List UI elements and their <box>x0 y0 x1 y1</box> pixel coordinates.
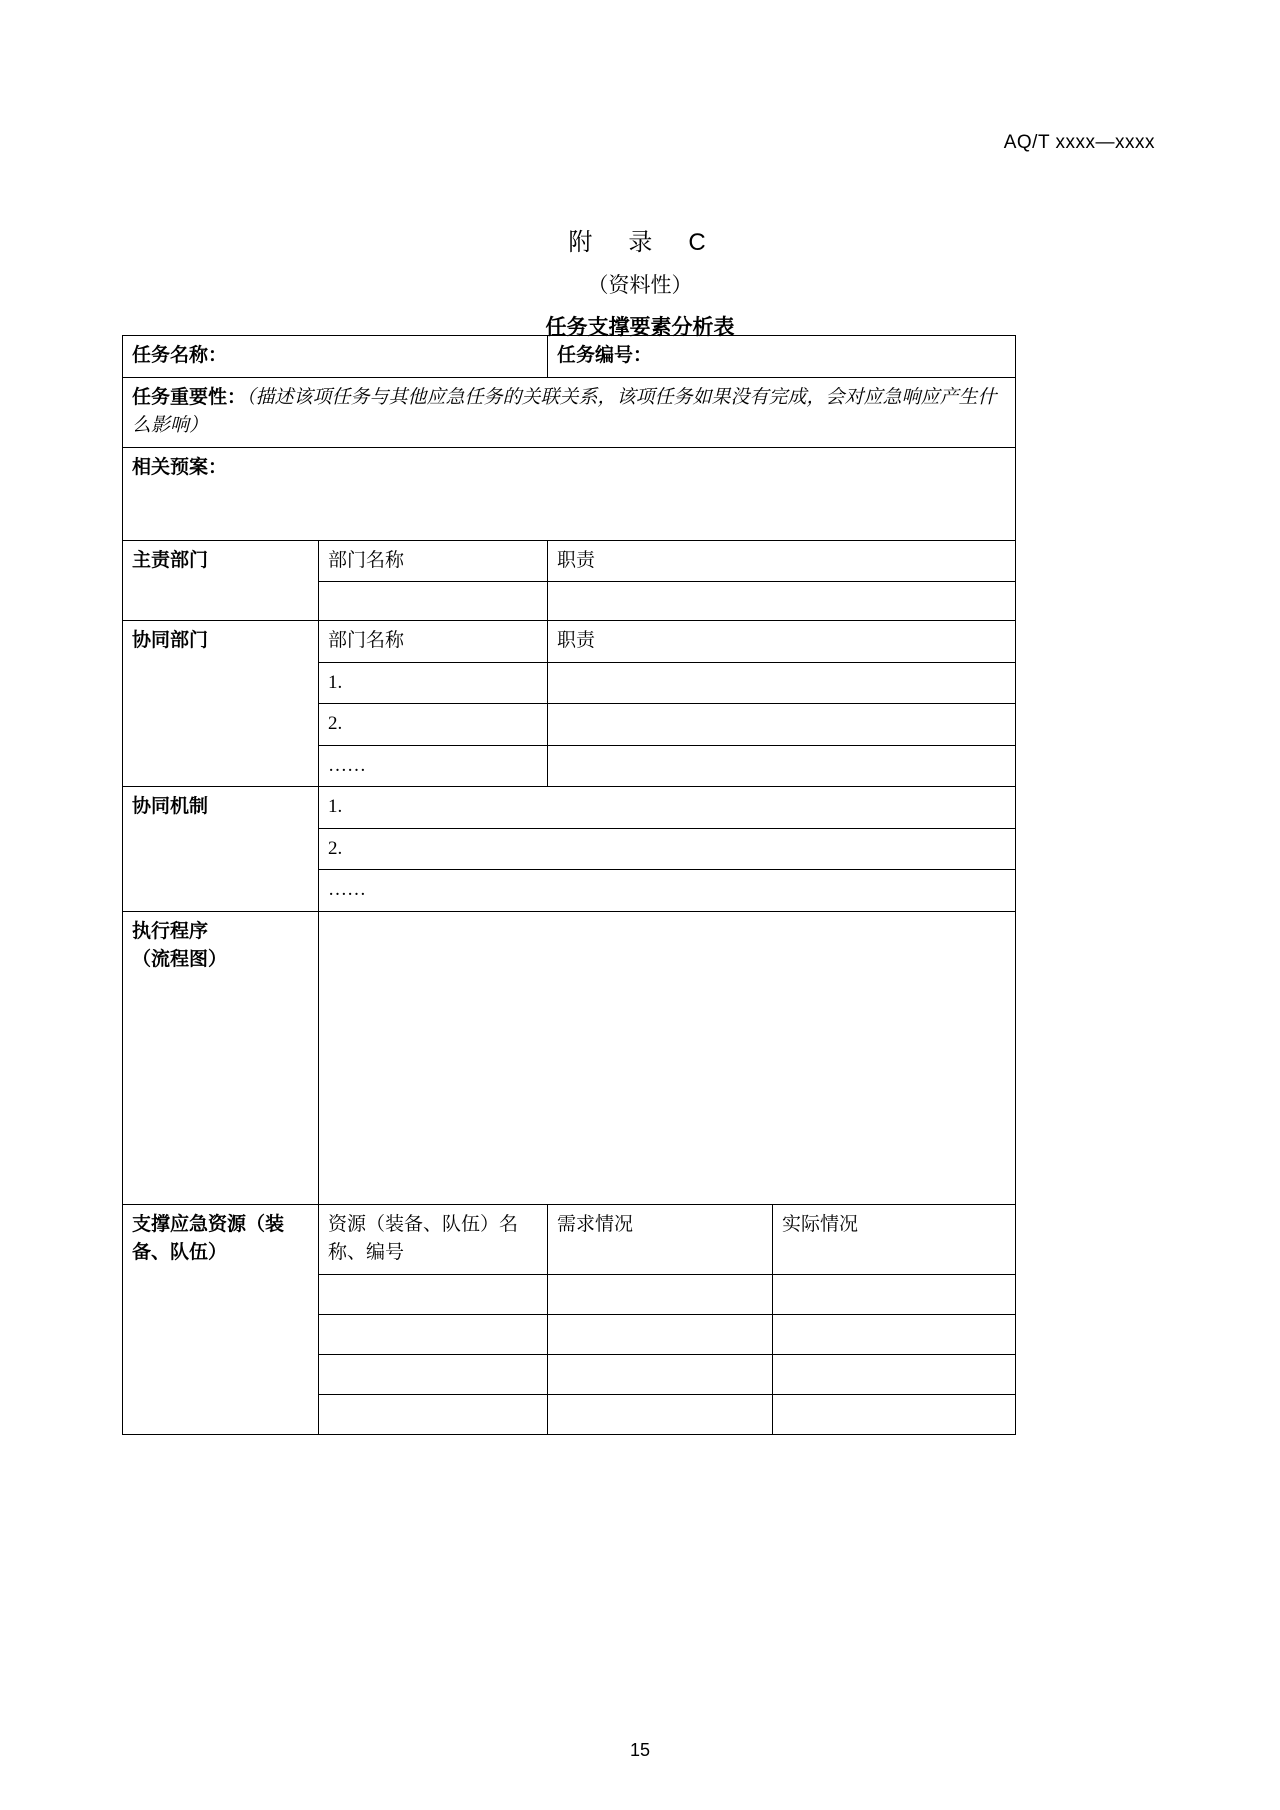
resource-demand-input[interactable] <box>548 1394 773 1434</box>
task-number-label: 任务编号： <box>548 336 1016 378</box>
main-dept-col-name: 部门名称 <box>319 540 548 582</box>
coop-dept-duty-3[interactable] <box>548 745 1016 787</box>
resource-name-input[interactable] <box>319 1274 548 1314</box>
procedure-label-line2: （流程图） <box>132 949 228 970</box>
appendix-title: 附 录 C <box>568 229 712 256</box>
coop-mechanism-item-2[interactable]: 2. <box>319 828 1016 870</box>
resource-label-line1: 支撑应急资源（装 <box>132 1213 285 1235</box>
procedure-label-line1: 执行程序 <box>132 920 209 942</box>
resource-label-line2: 备、队伍） <box>132 1242 228 1263</box>
resource-actual-input[interactable] <box>773 1354 1016 1394</box>
table-row <box>123 1204 1016 1274</box>
resource-col-name: 资源（装备、队伍）名称、编号 <box>319 1204 548 1274</box>
resource-actual-input[interactable] <box>773 1274 1016 1314</box>
resource-demand-input[interactable] <box>548 1314 773 1354</box>
resource-demand-input[interactable] <box>548 1274 773 1314</box>
coop-dept-item-2[interactable]: 2. <box>319 704 548 746</box>
appendix-nature: （资料性） <box>587 273 693 297</box>
task-name-label: 任务名称： <box>123 336 548 378</box>
coop-dept-item-3[interactable]: …… <box>319 745 548 787</box>
table-row <box>123 336 1016 378</box>
coop-dept-duty-2[interactable] <box>548 704 1016 746</box>
table-row <box>123 787 1016 829</box>
procedure-label <box>123 911 319 1204</box>
main-dept-duty-input[interactable] <box>548 582 1016 621</box>
title-block <box>0 222 1280 341</box>
coop-mechanism-item-1[interactable]: 1. <box>319 787 1016 829</box>
resource-col-demand: 需求情况 <box>548 1204 773 1274</box>
resource-actual-input[interactable] <box>773 1314 1016 1354</box>
coop-dept-item-1[interactable]: 1. <box>319 662 548 704</box>
table-row <box>123 377 1016 447</box>
procedure-flowchart-area[interactable] <box>319 911 1016 1204</box>
resource-label <box>123 1204 319 1434</box>
resource-name-input[interactable] <box>319 1314 548 1354</box>
table-row <box>123 911 1016 1204</box>
related-plan-label: 相关预案： <box>132 456 228 478</box>
resource-actual-input[interactable] <box>773 1394 1016 1434</box>
coop-dept-col-name: 部门名称 <box>319 621 548 663</box>
coop-mechanism-label: 协同机制 <box>123 787 319 912</box>
coop-dept-col-duty: 职责 <box>548 621 1016 663</box>
table-row <box>123 540 1016 582</box>
task-importance-cell <box>123 377 1016 447</box>
main-dept-name-input[interactable] <box>319 582 548 621</box>
task-importance-label: 任务重要性： <box>132 386 247 408</box>
coop-mechanism-item-3[interactable]: …… <box>319 870 1016 912</box>
resource-name-input[interactable] <box>319 1354 548 1394</box>
page-number: 15 <box>629 1740 651 1760</box>
resource-demand-input[interactable] <box>548 1354 773 1394</box>
task-support-elements-table <box>122 335 1016 1435</box>
table-row <box>123 447 1016 540</box>
coop-dept-label: 协同部门 <box>123 621 319 787</box>
resource-col-actual: 实际情况 <box>773 1204 1016 1274</box>
related-plan-cell <box>123 447 1016 540</box>
main-dept-label: 主责部门 <box>123 540 319 621</box>
task-importance-hint: （描述该项任务与其他应急任务的关联关系，该项任务如果没有完成，会对应急响应产生什么影响） <box>132 386 997 436</box>
main-dept-col-duty: 职责 <box>548 540 1016 582</box>
table-title: 任务支撑要素分析表 <box>545 316 735 339</box>
coop-dept-duty-1[interactable] <box>548 662 1016 704</box>
standard-code-header: AQ/T xxxx—xxxx <box>1003 132 1155 153</box>
table-row <box>123 621 1016 663</box>
resource-name-input[interactable] <box>319 1394 548 1434</box>
